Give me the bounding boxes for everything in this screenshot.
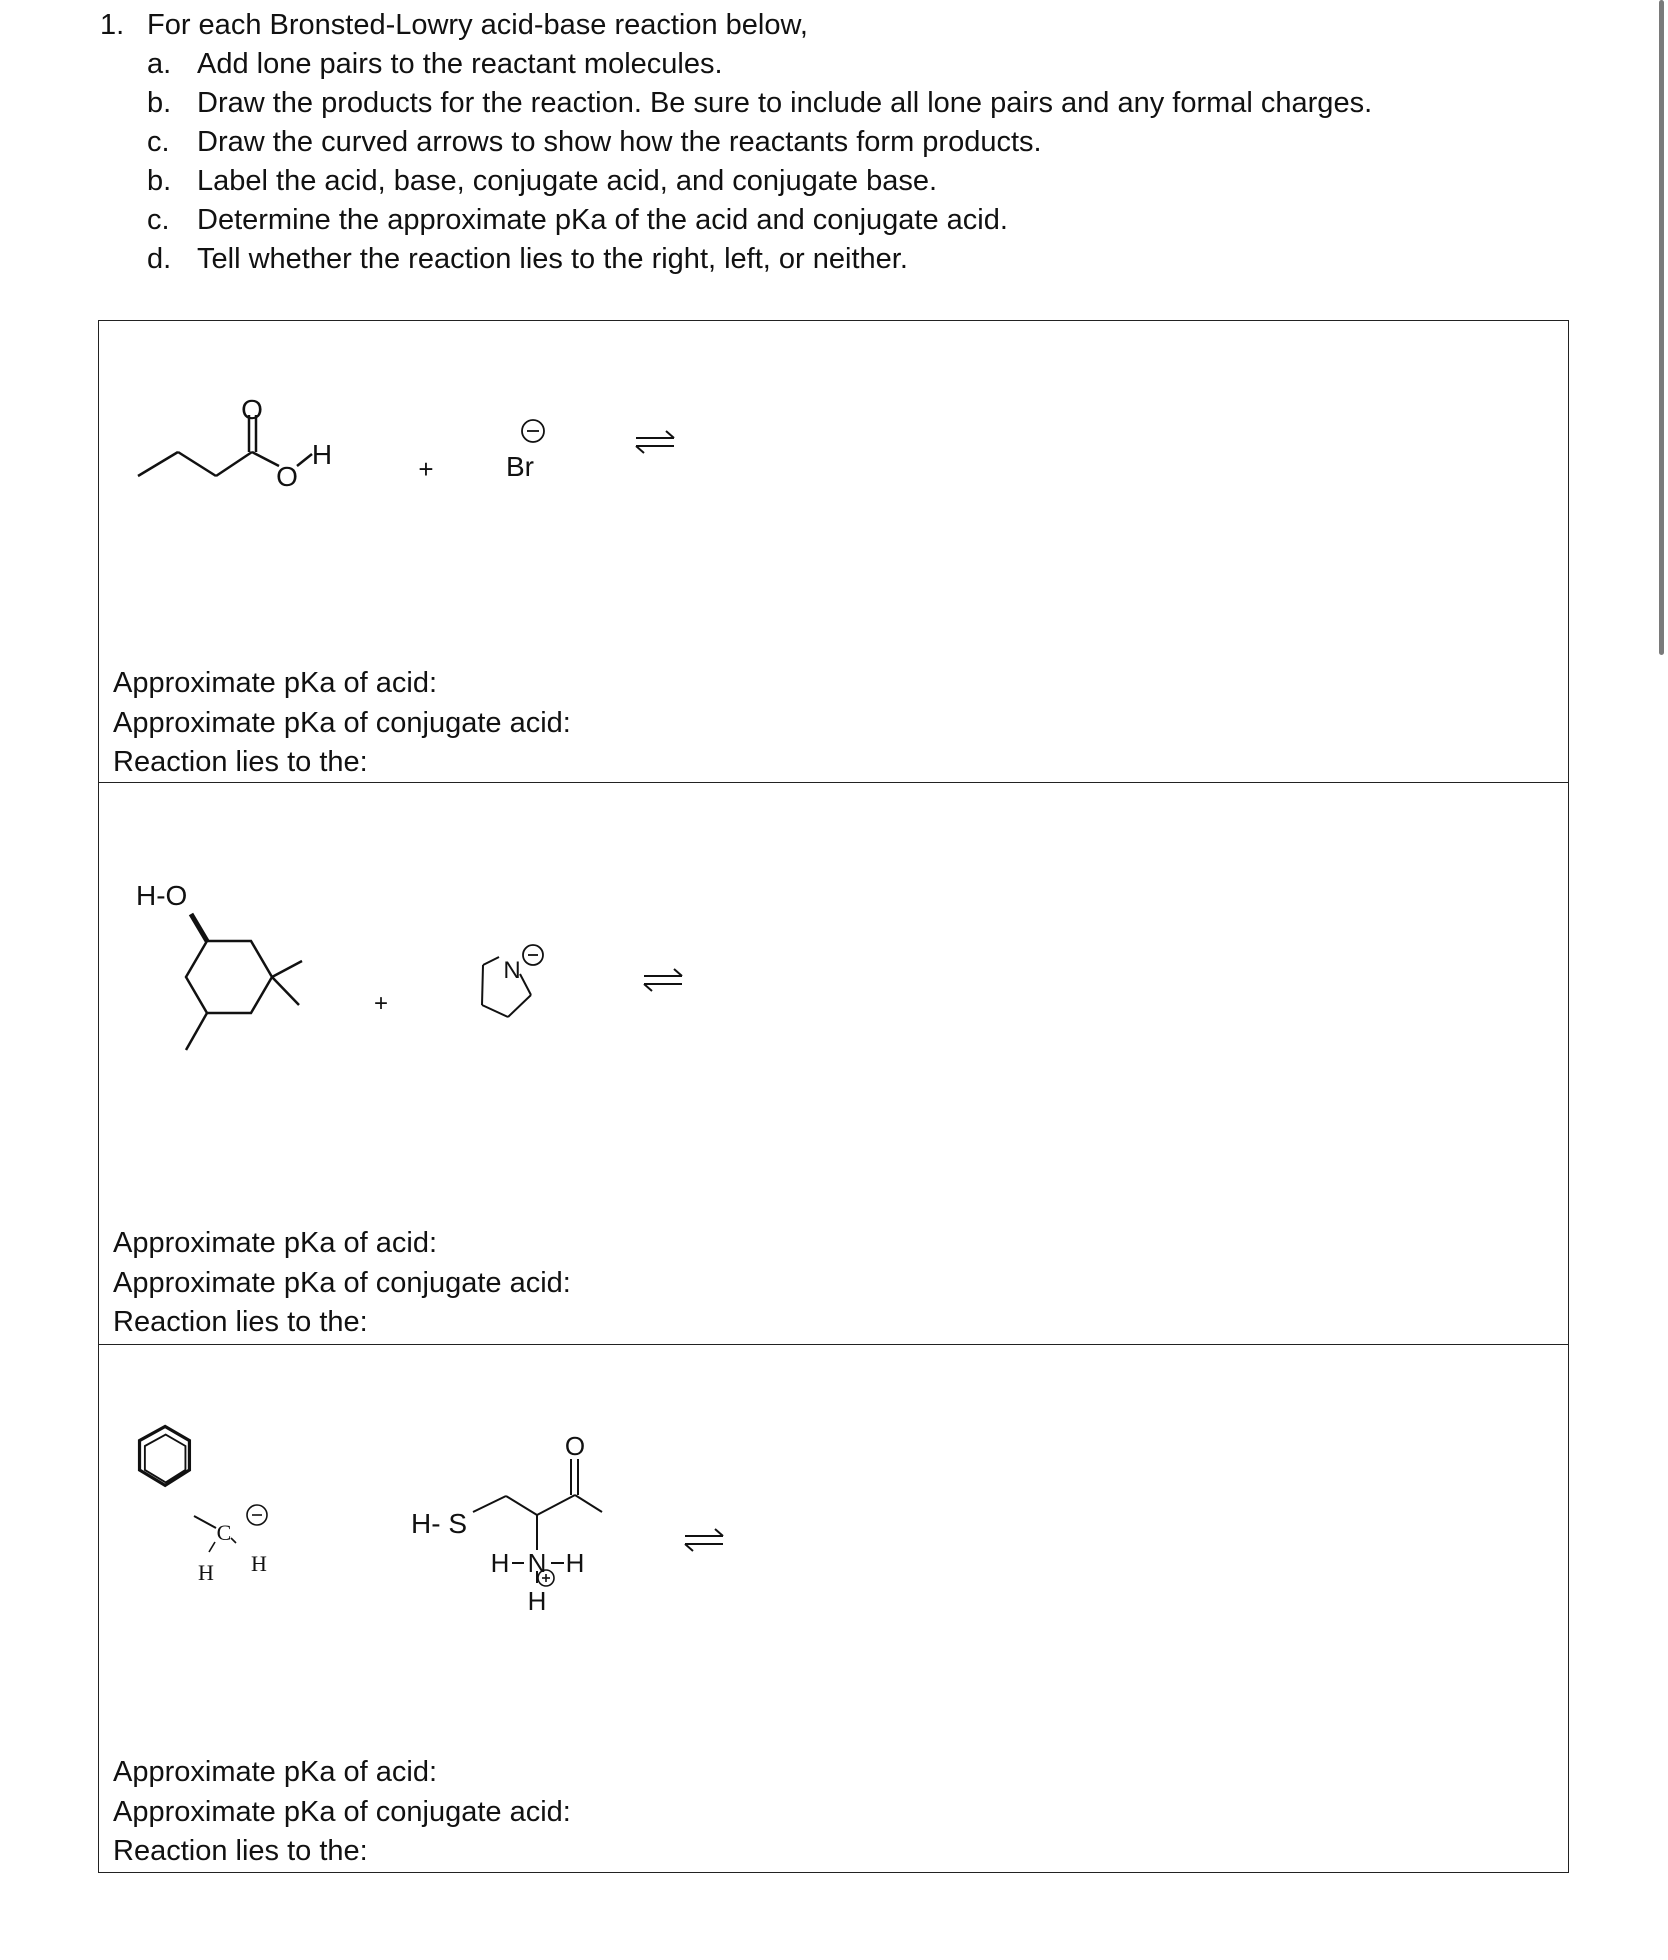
pka-acid-label: Approximate pKa of acid:: [113, 1756, 438, 1788]
item-label: b.: [147, 87, 172, 119]
equilibrium-arrow-icon: [644, 969, 682, 991]
reaction-box-1: [98, 320, 1569, 783]
hydrogen-atom: H: [251, 1551, 267, 1576]
hydrogen-atom: H: [311, 439, 333, 470]
item-text: Add lone pairs to the reactant molecules.: [197, 48, 723, 80]
plus-sign: +: [373, 990, 389, 1017]
item-label: b.: [147, 165, 172, 197]
item-text: Draw the curved arrows to show how the reactants form products.: [197, 126, 1042, 158]
hydrogen-atom: H: [490, 1548, 510, 1578]
pka-conjugate-acid-label: Approximate pKa of conjugate acid:: [113, 1795, 571, 1828]
vertical-scrollbar[interactable]: [1654, 0, 1668, 1960]
reaction-direction-label: Reaction lies to the:: [113, 746, 368, 778]
plus-sign: +: [418, 454, 434, 484]
hydrogen-atom: H: [565, 1548, 585, 1578]
carbon-atom: C: [216, 1520, 232, 1545]
item-label: d.: [147, 243, 172, 275]
oxygen-atom: O: [241, 394, 263, 425]
pka-conjugate-acid-label: Approximate pKa of conjugate acid:: [113, 1266, 571, 1299]
pka-acid-label: Approximate pKa of acid:: [113, 667, 438, 699]
equilibrium-arrow-icon: [636, 431, 674, 453]
reaction-box-3: [98, 1345, 1569, 1873]
hydroxyl-group: H-O: [136, 880, 188, 911]
item-text: Determine the approximate pKa of the acid and conjugate acid.: [197, 204, 1008, 236]
negative-charge-icon: [522, 420, 544, 442]
pka-acid-label: Approximate pKa of acid:: [113, 1227, 438, 1259]
nitrogen-atom: N: [503, 957, 521, 984]
item-label: c.: [147, 204, 170, 236]
answer-prompts: [113, 1753, 571, 1872]
negative-charge-icon: [523, 945, 543, 965]
oxygen-atom: O: [276, 461, 298, 492]
negative-charge-icon: [247, 1505, 267, 1525]
item-label: c.: [147, 126, 170, 158]
oxygen-atom: O: [564, 1431, 586, 1461]
answer-prompts: [113, 664, 571, 783]
hydrogen-atom: H: [527, 1586, 547, 1616]
reaction-direction-label: Reaction lies to the:: [113, 1835, 368, 1867]
scrollbar-thumb[interactable]: [1659, 0, 1664, 655]
answer-prompts: [113, 1224, 571, 1343]
bromide-atom: Br: [506, 451, 534, 482]
item-text: Tell whether the reaction lies to the right, left, or neither.: [197, 243, 908, 275]
question-instructions: [100, 6, 1600, 286]
item-label: a.: [147, 48, 172, 80]
question-number: 1.: [100, 9, 125, 41]
cyclohexanol-molecule: [186, 914, 302, 1050]
equilibrium-arrow-icon: [685, 1529, 723, 1551]
nitrogen-atom: N: [527, 1548, 547, 1578]
question-intro: For each Bronsted-Lowry acid-base reaction below,: [147, 9, 808, 41]
thiol-group: H- S: [411, 1508, 467, 1539]
reaction-box-2: [98, 783, 1569, 1345]
pka-conjugate-acid-label: Approximate pKa of conjugate acid:: [113, 706, 571, 739]
item-text: Label the acid, base, conjugate acid, and conjugate base.: [197, 165, 938, 197]
hydrogen-atom: H: [198, 1560, 214, 1585]
reaction-direction-label: Reaction lies to the:: [113, 1306, 368, 1338]
item-text: Draw the products for the reaction. Be sure to include all lone pairs and any formal charges.: [197, 87, 1373, 119]
